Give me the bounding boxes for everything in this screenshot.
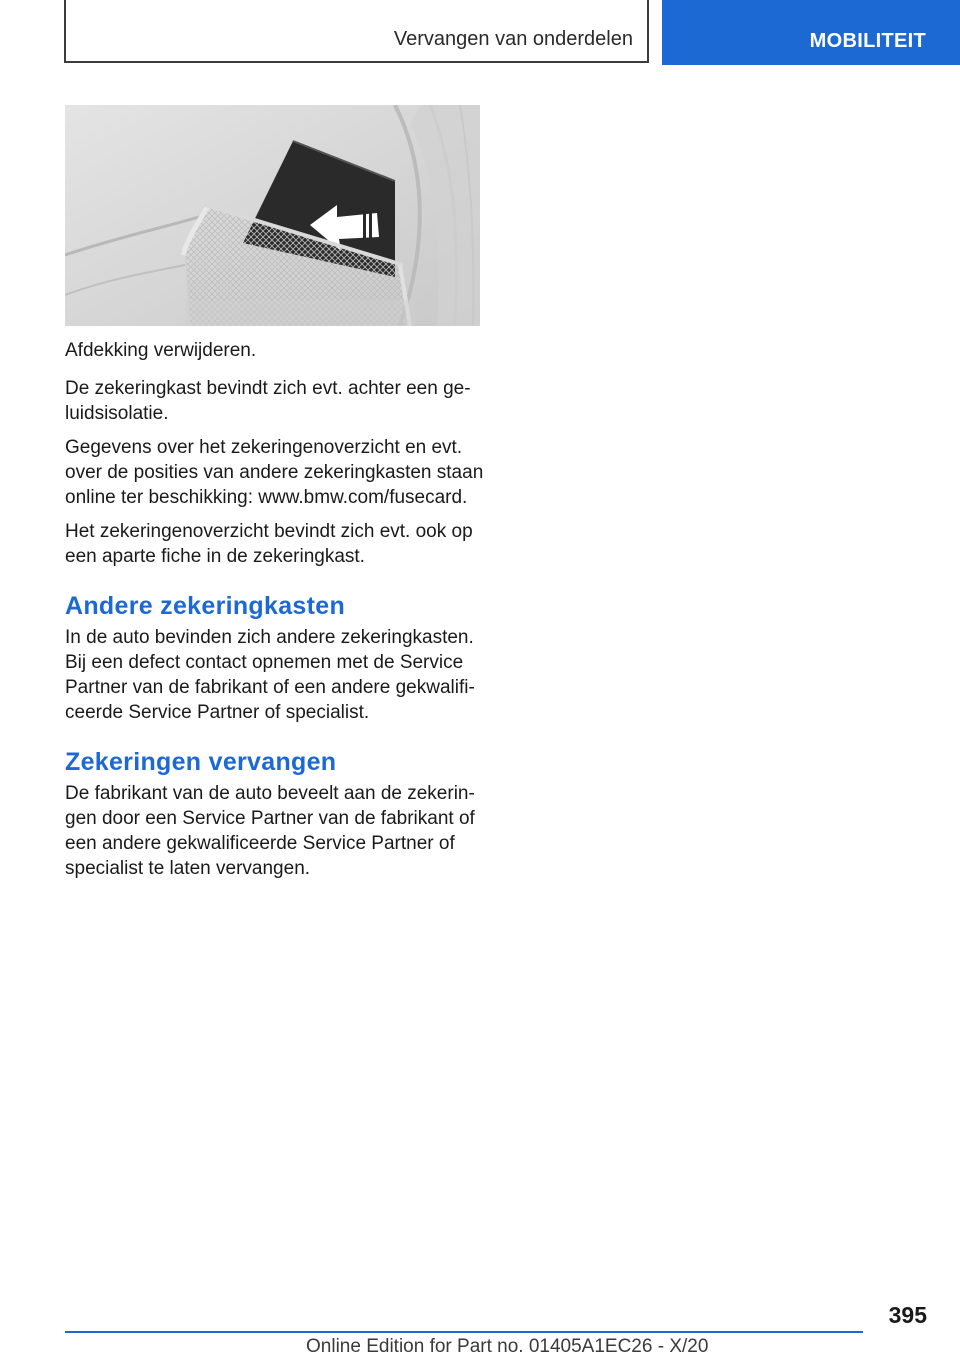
fuse-box-cover-illustration <box>65 105 480 326</box>
main-text-column <box>65 338 485 890</box>
paragraph-other-fuse-boxes: In de auto bevinden zich andere zekeringkasten. Bij een defect contact opnemen met de Service Partner van de fabrikant of een andere gekwalifi-ceerde Service Partner of specialist. <box>65 627 475 723</box>
heading-replace-fuses: Zekeringen vervangen <box>65 748 337 776</box>
figure-caption: Afdekking verwijderen. <box>65 340 257 361</box>
paragraph-fuse-overview-sheet: Het zekeringenoverzicht bevindt zich evt. ook op een aparte fiche in de zekeringkast. <box>65 521 473 567</box>
paragraph-replace-fuses: De fabrikant van de auto beveelt aan de zekerin-gen door een Service Partner van de fabrikant of een andere gekwalificeerde Service Partner of specialist te laten vervangen. <box>65 783 475 879</box>
paragraph-sound-insulation: De zekeringkast bevindt zich evt. achter een ge-luidsisolatie. <box>65 378 471 424</box>
paragraph-fusecard-online: Gegevens over het zekeringenoverzicht en evt. over de posities van andere zekeringkasten staan online ter beschikking: www.bmw.com/fusecard. <box>65 437 484 508</box>
section-title: Vervangen van onderdelen <box>393 28 633 50</box>
chapter-tab[interactable] <box>662 0 960 65</box>
footer-divider <box>65 1331 863 1333</box>
heading-other-fuse-boxes: Andere zekeringkasten <box>65 592 346 620</box>
chapter-tab-label: MOBILITEIT <box>809 30 926 52</box>
page-number: 395 <box>888 1302 927 1328</box>
edition-footer: Online Edition for Part no. 01405A1EC26 - X/20 <box>306 1336 709 1357</box>
header-section-box <box>64 0 649 63</box>
